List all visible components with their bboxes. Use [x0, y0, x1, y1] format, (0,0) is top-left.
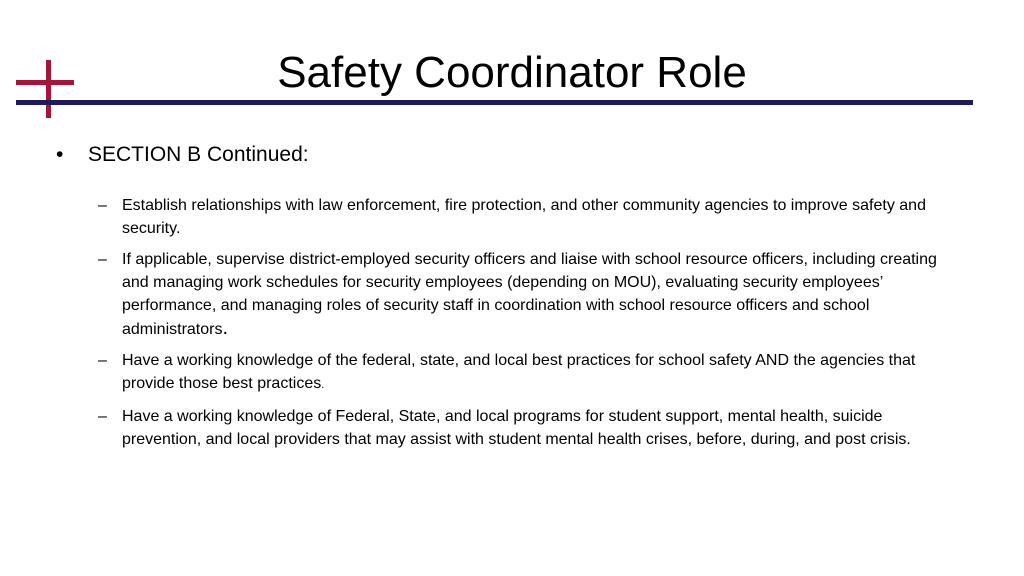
list-item-text: Have a working knowledge of Federal, State, and local programs for student support, mental health, suicide prevention, and local providers that may assist with student mental health crises, before, during, and post crisis. [122, 408, 911, 448]
list-item-text: If applicable, supervise district-employed security officers and liaise with school resource officers, including creating and managing work schedules for security employees (depending on MOU), evaluating security employees’ performance, and managing roles of security staff in coordination with school resource officers and school administrators [122, 251, 937, 338]
slide-content [56, 140, 966, 459]
section-heading: SECTION B Continued: [88, 143, 309, 166]
section-heading-item [56, 140, 966, 170]
list-item-period: . [321, 379, 325, 391]
list-item-text: Establish relationships with law enforcement, fire protection, and other community agencies to improve safety and security. [122, 197, 926, 237]
dash-icon: – [98, 197, 107, 214]
sub-item-list [56, 194, 966, 451]
list-item-text: Have a working knowledge of the federal, state, and local best practices for school safety AND the agencies that provide those best practices [122, 352, 916, 392]
dash-icon: – [98, 352, 107, 369]
list-item [56, 349, 966, 397]
title-divider [16, 100, 973, 105]
list-item [56, 194, 966, 240]
dash-icon: – [98, 251, 107, 268]
dash-icon: – [98, 408, 107, 425]
list-item [56, 405, 966, 451]
list-item-period: . [222, 317, 229, 339]
slide-title: Safety Coordinator Role [277, 48, 747, 97]
bullet-icon: • [56, 143, 64, 166]
list-item [56, 248, 966, 341]
